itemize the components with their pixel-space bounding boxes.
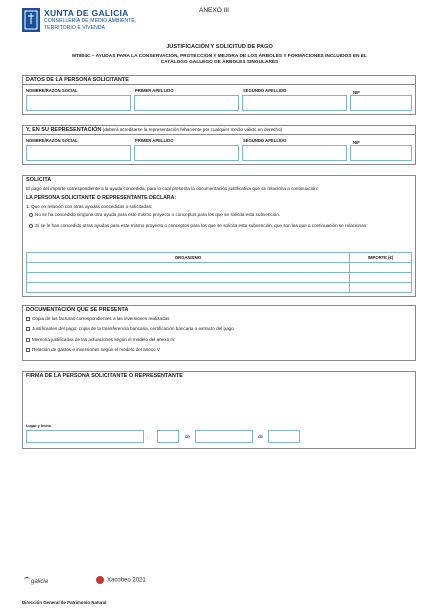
organismo-cell[interactable]	[27, 263, 350, 273]
label-segundo-apellido: SEGUNDO APELLIDO	[243, 138, 287, 143]
rep-nif-field[interactable]	[350, 145, 412, 161]
section-solicita	[22, 175, 416, 297]
section-title: SOLICITA	[26, 177, 52, 183]
xacobeo-logo-text: Xacobeo 2021	[107, 577, 146, 584]
doc-item-label: Justificantes del pago: copia de la transferencia bancaria, certificación bancaria o extracto del pago	[32, 326, 234, 331]
lugar-fecha-label: Lugar y fecha	[26, 424, 51, 428]
dia-field[interactable]	[157, 430, 179, 443]
anexo-label: ANEXO III	[199, 7, 229, 14]
option-no-ayuda-label: No se ha concedido ninguna otra ayuda para este mismo proyecto o conceptos para los que se solicita esta subvención.	[35, 212, 281, 217]
section-title: DOCUMENTACIÓN QUE SE PRESENTA	[26, 307, 129, 313]
doc-item-relacion	[26, 347, 160, 353]
segundo-apellido-field[interactable]	[242, 95, 347, 111]
galicia-wave-icon	[24, 577, 30, 583]
table-row	[27, 263, 412, 273]
label-nif: NIF	[353, 140, 360, 145]
xunta-shield-icon	[22, 8, 40, 32]
section-documentacion	[22, 305, 416, 361]
comma-separator: ,	[147, 434, 149, 439]
declara-heading: LA PERSONA SOLICITANTE O REPRESENTANTE DECLARA:	[26, 195, 177, 201]
rep-nombre-field[interactable]	[26, 145, 131, 161]
de-label-2: de	[258, 434, 264, 439]
table-row	[27, 283, 412, 293]
xacobeo-logo	[96, 576, 146, 584]
label-nif: NIF	[353, 90, 360, 95]
representacion-title: Y, EN SU REPRESENTACIÓN	[26, 127, 102, 133]
importe-cell[interactable]	[350, 263, 412, 273]
form-subtitle: MT804C – AYUDAS PARA LA CONSERVACIÓN, PROTECCIÓN Y MEJORA DE LOS ÁRBOLES Y FORMACIONES INCLUIDOS EN EL CATÁLOGO GALLEGO DE ÁRBOLES SINGULARES	[72, 54, 367, 65]
checkbox-facturas[interactable]	[26, 317, 30, 321]
form-title: JUSTIFICACIÓN Y SOLICITUD DE PAGO	[166, 44, 273, 50]
organismo-cell[interactable]	[27, 283, 350, 293]
section-title: FIRMA DE LA PERSONA SOLICITANTE O REPRESENTANTE	[26, 373, 183, 379]
section-solicitante	[22, 75, 416, 115]
xacobeo-shell-icon	[96, 576, 104, 584]
nif-field[interactable]	[350, 95, 412, 111]
xunta-logo	[22, 8, 136, 32]
lugar-field[interactable]	[26, 430, 144, 443]
doc-item-label: Copia de las facturas correspondientes a las inversiones realizadas	[32, 316, 170, 321]
ayudas-table	[26, 252, 412, 293]
checkbox-relacion[interactable]	[26, 348, 30, 352]
doc-item-justificantes	[26, 326, 234, 332]
anio-field[interactable]	[268, 430, 300, 443]
col-organismo: ORGANISMO	[27, 253, 350, 263]
label-primer-apellido: PRIMER APELLIDO	[135, 88, 174, 93]
importe-cell[interactable]	[350, 273, 412, 283]
mes-field[interactable]	[195, 430, 253, 443]
label-segundo-apellido: SEGUNDO APELLIDO	[243, 88, 287, 93]
option-no-ayuda	[29, 212, 413, 218]
rep-segundo-apellido-field[interactable]	[242, 145, 347, 161]
galicia-logo-text: galicia	[31, 579, 49, 585]
nombre-field[interactable]	[26, 95, 131, 111]
radio-no-ayuda[interactable]	[29, 213, 33, 217]
section-title	[23, 126, 415, 135]
footer-direccion: Dirección General de Patrimonio Natural	[22, 600, 107, 605]
logo-sub-line1: CONSELLERÍA DE MEDIO AMBIENTE,	[44, 18, 137, 24]
representacion-note: (deberá acreditarse la representación fehaciente por cualquier medio válido en derecho)	[101, 127, 283, 132]
option-si-ayuda	[29, 223, 413, 229]
section-representacion	[22, 125, 416, 165]
label-primer-apellido: PRIMER APELLIDO	[135, 138, 174, 143]
option-si-ayuda-label: Sí se le han concedido otras ayudas para este mismo proyecto o conceptos para los que se solicita esta subvención, que son las que a continuación se relacionan:	[35, 223, 368, 228]
form-title-block	[0, 44, 439, 66]
label-nombre: NOMBRE/RAZÓN SOCIAL	[26, 88, 78, 93]
galicia-logo	[24, 577, 48, 585]
radio-si-ayuda[interactable]	[29, 224, 33, 228]
section-title: DATOS DE LA PERSONA SOLICITANTE	[23, 76, 415, 85]
declara-item-1: 1. Que en relación con otras ayudas concedidas o solicitadas:	[26, 204, 153, 209]
section-firma	[22, 371, 416, 449]
doc-item-memoria	[26, 337, 175, 343]
importe-cell[interactable]	[350, 283, 412, 293]
checkbox-memoria[interactable]	[26, 338, 30, 342]
doc-item-label: Memoria justificativa de las actuaciones según el modelo del anexo IV	[32, 337, 175, 342]
doc-item-label: Relación de gastos e inversiones según el modelo del anexo V	[32, 347, 160, 352]
de-label-1: de	[185, 434, 191, 439]
rep-primer-apellido-field[interactable]	[134, 145, 239, 161]
logo-sub-line2: TERRITORIO E VIVENDA	[44, 24, 106, 31]
primer-apellido-field[interactable]	[134, 95, 239, 111]
logo-main-text: XUNTA DE GALICIA	[44, 8, 129, 18]
organismo-cell[interactable]	[27, 273, 350, 283]
table-row	[27, 273, 412, 283]
checkbox-justificantes[interactable]	[26, 327, 30, 331]
col-importe: IMPORTE (€)	[350, 253, 412, 263]
solicita-text: El pago del importe correspondiente a la ayuda concedida, para lo cual presenta la documentación justificativa que se relaciona a continuación:	[26, 186, 319, 191]
label-nombre: NOMBRE/RAZÓN SOCIAL	[26, 138, 78, 143]
doc-item-facturas	[26, 316, 169, 322]
